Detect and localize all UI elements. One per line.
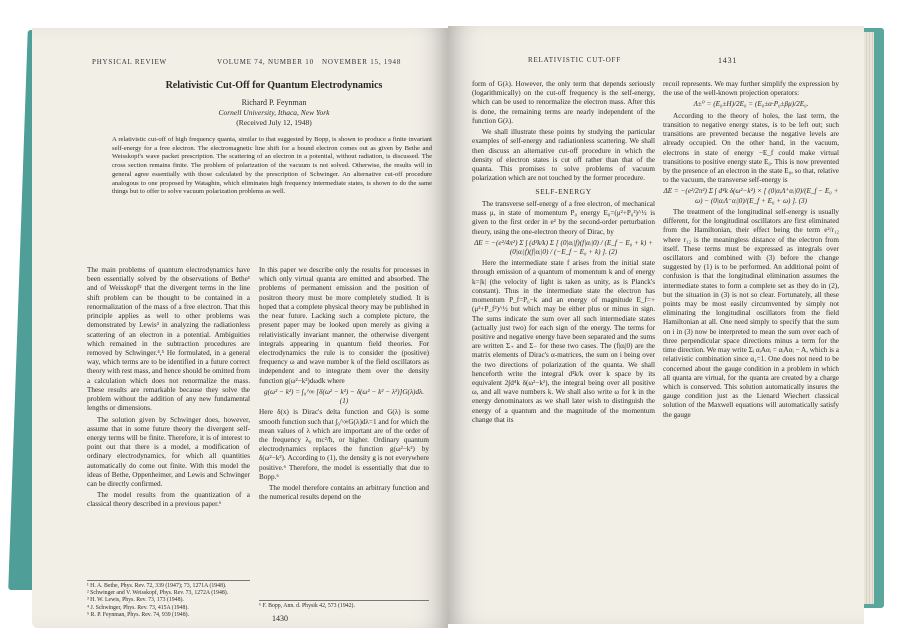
projection-equation: Λ±⁰ = (E₀±H)/2E₀ = (E₀±α·P₀±βμ)/2E₀. (693, 100, 809, 109)
footnote: ² Schwinger and V. Weisskopf, Phys. Rev. 73, 1272A (1948). (87, 590, 229, 597)
footnote-col2: ⁶ F. Bopp, Ann. d. Physik 42, 573 (1942). (259, 600, 429, 610)
paragraph: According to the theory of holes, the last term, the transition to negative energy states, is to be left out; such transitions are prevented because the negative levels are already occupied. On the other hand, in the vacuum, electrons in state of energy −E_f could make virtual transitions to positive energy state E₀. This is now prevented by the presence of an electron in the state E₀, so that, relative to the vacuum, the transverse self-energy is (663, 111, 839, 185)
footnote: ¹ H. A. Bethe, Phys. Rev. 72, 339 (1947); 73, 1271A (1948). (87, 583, 227, 589)
running-head-date: NOVEMBER 15, 1948 (322, 58, 402, 66)
paragraph: form of G(λ). However, the only term that depends seriously (logarithmically) on the cut-off frequency is the self-energy, which can be used to renormalize the electron mass. After this is done, the remaining terms are nearly independent of the function G(λ). (472, 80, 655, 125)
paragraph: The model therefore contains an arbitrary function and the numerical results depend on the (259, 484, 429, 502)
article-author: Richard P. Feynman (241, 98, 307, 107)
equation-3: ΔE = −(e²/2π²) Σ ∫ d⁴k δ(ω²−k²) × [ (0|αᵢΛ⁺αᵢ|0)/(E_f − E₀ + ω) − (0|αᵢΛ⁻αᵢ|0)/(E_f + E₀ + ω) ]. (3) (663, 187, 839, 205)
paragraph: The model results from the quantization of a classical theory described in a previous paper.⁶ (87, 491, 250, 509)
right-column-1 (472, 80, 655, 427)
page-number-left: 1430 (272, 614, 288, 623)
right-column-2 (663, 80, 839, 422)
section-heading: SELF-ENERGY (535, 187, 592, 197)
intro-paragraph: The main problems of quantum electrodynamics have been essentially solved by the observations of Bethe¹ and of Weisskopf² that the divergent terms in the line shift problem can be thought to be contained in a renormalization of the mass of a free electron. That this principle applies as well to other problems was demonstrated by Lewis³ in analyzing the radiationless scattering of an electron in a potential. Ambiguities which remained in the subtraction procedures are removed by Schwinger.⁴,⁵ He formulated, in a general way, which terms are to be identified in a future correct theory with rest mass, and hence should be omitted from a calculation which does not renormalize the mass. These results are remarkable because they solve the problem without the addition of any new fundamental lengths or dimensions. (87, 266, 250, 413)
running-head-journal: PHYSICAL REVIEW (92, 58, 167, 66)
page-number-right: 1431 (718, 56, 738, 65)
received-date: (Received July 12, 1948) (236, 118, 312, 127)
paragraph: The solution given by Schwinger does, however, assume that in some future theory the divergent self-energy terms will be finite. Therefore, it is of interest to point out that there is a model, a modification of ordinary electrodynamics, for which all quantities automatically do come out finite. With this model the ideas of Bethe, Oppenheimer, and Lewis and Schwinger can be directly confirmed. (87, 415, 250, 489)
footnotes (87, 580, 250, 619)
equation-1: g(ω² − k²) = ∫₀^∞ [δ(ω² − k²) − δ(ω² − k² − λ²)]G(λ)dλ. (1) (264, 387, 424, 406)
left-column-2 (259, 266, 429, 504)
equation-2: ΔE = −(e²/4π²) Σ ∫ (d³k/k) Σ [ (0|αᵢ|f)(f|αᵢ|0) / (E_f − E₀ + k) + (0|αᵢ|f)(f|αᵢ|0) / (−E_f − E₀ + k) ]. (2) (474, 238, 653, 256)
paragraph: Here the intermediate state f arises from the initial state through emission of a quantum of momentum k and of energy k=|k| (the velocity of light is taken as unity, as is Planck's constant). Thus in the intermediate state the electron has momentum P_f=P₀−k and an energy of magnitude E_f=+(μ²+P_f²)^½ but which may be either plus or minus in sign. The sums indicate the sum over all such intermediate states (actually just two) for each sign of the energy. The terms for positive and negative energy have been separated and the sums are written Σ₊ and Σ₋ for these two cases. The (f|αᵢ|0) are the matrix elements of Dirac's α-matrices, the sum on i being over the two directions of polarization of the quanta. We shall henceforth write the integral d³k/k over k space by its equivalent 2∫d⁴k δ(ω²−k²), the integral being over all positive ω, and all wave numbers k. We shall also write ω for k in the energy denominators as we shall later wish to distinguish the energy of a quantum and the magnitude of the momentum change that its (472, 259, 655, 424)
paragraph: We shall illustrate these points by studying the particular examples of self-energy and radiationless scattering. We shall then discuss an alternative cut-off procedure in which the density of electron states is cut off rather than that of the quanta. This promises to solve problems of vacuum polarization which are not touched by the former procedure. (472, 128, 655, 183)
running-head-volume: VOLUME 74, NUMBER 10 (217, 58, 314, 66)
left-column-1 (87, 266, 250, 512)
author-affiliation: Cornell University, Ithaca, New York (218, 108, 330, 117)
paragraph: The transverse self-energy of a free electron, of mechanical mass μ, in state of momentum P₀ energy E₀=(μ²+P₀²)^½ is given to the first order in e² by the second-order perturbation theory, using the one-electron theory of Dirac, by (472, 199, 655, 236)
footnote: ⁴ J. Schwinger, Phys. Rev. 73, 415A (1948). (87, 604, 189, 611)
paragraph: In this paper we describe only the results for processes in which only virtual quanta are emitted and absorbed. The problems of permanent emission and the position of positron theory must be more completely studied. It is hoped that a complete physical theory may be published in the near future. Lacking such a complete picture, the present paper may be looked upon merely as giving a relativistically invariant manner, the otherwise divergent integrals appearing in quantum field theories. For electrodynamics the rule is to consider the (positive) frequency ω and wave number k of the field oscillators as independent and to integrate them over the density function g(ω²−k²)dωdk where (259, 266, 429, 385)
paragraph: The treatment of the longitudinal self-energy is usually different, for the longitudinal oscillators are first eliminated from the Hamiltonian, their effect being the term e²/r₁₂ where r₁₂ is the meaningless distance of the electron from itself. These terms must be expressed as integrals over oscillators and combined with (3) before the change suggested by (1) is to be performed. An additional point of confusion is that the longitudinal elimination assumes the intermediate states to form a complete set as they do in (2), but the situation in (3) is not so clear. Fortunately, all these points may be most easily circumvented by simply not eliminating the longitudinal oscillators from the field Hamiltonian at all. One need simply to specify that the sum on i in (3) now be interpreted to mean the sum over each of three perpendicular space directions minus a term for the time direction. We may write Σᵢ αᵢAαᵢ = αᵢAαᵢ − A, which is a relativistic combination since α₄=1. One does not need to be concerned about the gauge condition in a problem in which all quanta are virtual, for the quanta are created by a charge which is conserved. This solution automatically insures the gauge condition just as the Lienard Wiechert classical solution of the Maxwell equations will automatically satisfy the gauge (663, 207, 839, 419)
abstract: A relativistic cut-off of high frequency quanta, similar to that suggested by Bopp, is shown to produce a finite invariant self-energy for a free electron. The electromagnetic line shift for a bound electron comes out as given by Bethe and Weisskopf's wave packet prescription. The scattering of an electron in a potential, without radiation, is discussed. The cross section remains finite. The problem of polarization of the vacuum is not solved. Otherwise, the results will in general agree essentially with those calculated by the prescription of Schwinger. An alternative cut-off procedure analogous to one proposed by Wataghin, which eliminates high frequency intermediate states, is shown to do the same things but to offer to solve vacuum polarization problems as well. (112, 136, 432, 196)
paragraph: recoil represents. We may further simplify the expression by the use of the well-known projection operators: (663, 80, 839, 98)
left-page (32, 28, 448, 628)
paragraph: Here δ(x) is Dirac's delta function and G(λ) is some smooth function such that ∫₀^∞G(λ)dλ=1 and for which the mean values of λ which are important are of the order of the frequency λ₀ mc²/ħ, or higher. Ordinary quantum electrodynamics replaces the function g(ω²−k²) by δ(ω²−k²). According to (1), the density g is not everywhere positive.⁶ Therefore, the model is essentially that due to Bopp.⁶ (259, 408, 429, 481)
open-book (18, 22, 884, 628)
right-page (448, 26, 864, 624)
running-head-title: RELATIVISTIC CUT-OFF (528, 56, 621, 64)
footnote: ³ H. W. Lewis, Phys. Rev. 73, 173 (1948). (87, 597, 184, 604)
footnote: ⁵ R. P. Feynman, Phys. Rev. 74, 939 (1948). (87, 611, 189, 618)
article-title: Relativistic Cut-Off for Quantum Electrodynamics (165, 80, 383, 91)
